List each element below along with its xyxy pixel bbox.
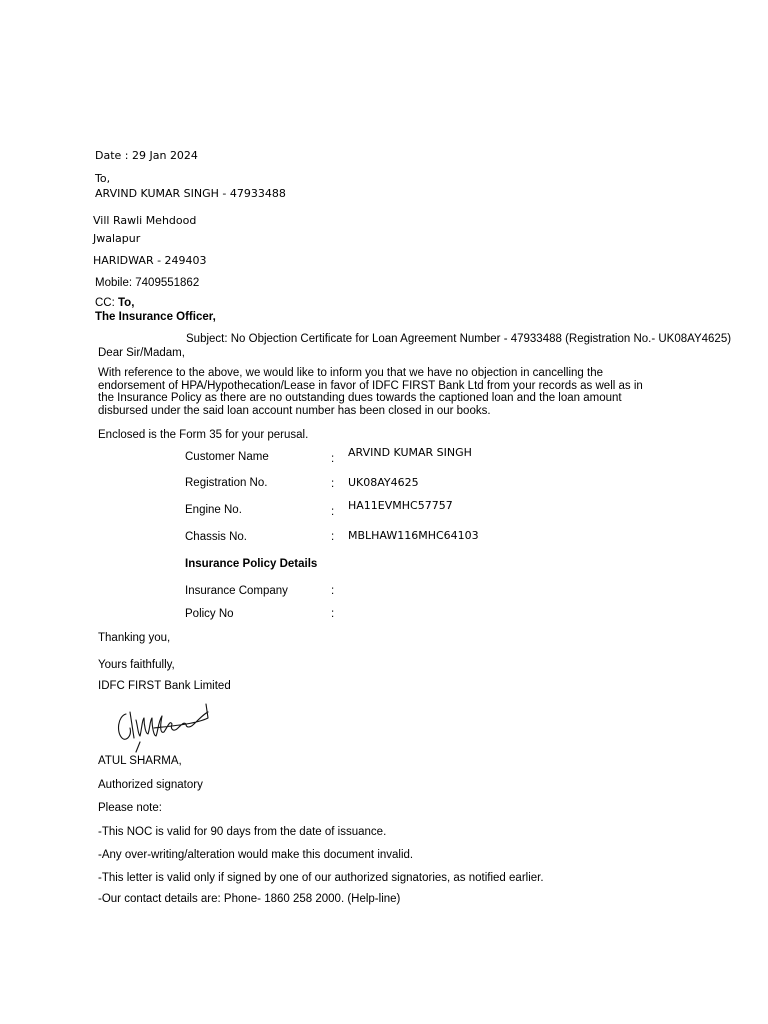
colon: :	[331, 585, 335, 597]
subject-line: Subject: No Objection Certificate for Loan Agreement Number - 47933488 (Registration No.- UK08AY4625)	[186, 333, 732, 345]
chassis-label: Chassis No.	[185, 531, 247, 543]
cc-to: To,	[118, 297, 135, 309]
body-paragraph	[98, 367, 668, 417]
body-line: the Insurance Policy as there are no outstanding dues towards the captioned loan and the loan amount	[98, 392, 622, 405]
registration-label: Registration No.	[185, 477, 268, 489]
colon: :	[331, 531, 335, 543]
cc-officer: The Insurance Officer,	[95, 311, 216, 323]
signature-image	[112, 698, 212, 754]
thanking-line: Thanking you,	[98, 632, 171, 644]
colon: :	[331, 608, 335, 620]
colon: :	[331, 506, 335, 518]
yours-faithfully: Yours faithfully,	[98, 659, 175, 671]
bank-name: IDFC FIRST Bank Limited	[98, 680, 231, 692]
note-item: -Our contact details are: Phone- 1860 258 2000. (Help-line)	[98, 893, 401, 905]
enclosed-line: Enclosed is the Form 35 for your perusal.	[98, 429, 309, 441]
note-item: -This letter is valid only if signed by one of our authorized signatories, as notified earlier.	[98, 872, 544, 884]
customer-name-label: Customer Name	[185, 451, 269, 463]
note-item: -Any over-writing/alteration would make this document invalid.	[98, 849, 414, 861]
customer-name-value: ARVIND KUMAR SINGH	[348, 446, 472, 459]
body-line: With reference to the above, we would like to inform you that we have no objection in cancelling the	[98, 367, 604, 379]
body-line: endorsement of HPA/Hypothecation/Lease in favor of IDFC FIRST Bank Ltd from your records as well as in	[98, 379, 643, 392]
to-label: To,	[95, 172, 111, 185]
addressee-name: ARVIND KUMAR SINGH - 47933488	[95, 187, 286, 200]
chassis-value: MBLHAW116MHC64103	[348, 529, 479, 542]
address-city: HARIDWAR - 249403	[93, 254, 207, 267]
notes-heading: Please note:	[98, 802, 162, 814]
body-line: disbursed under the said loan account number has been closed in our books.	[98, 404, 491, 417]
signatory-name: ATUL SHARMA,	[98, 755, 182, 767]
address-line-2: Jwalapur	[93, 232, 141, 245]
date-line: Date : 29 Jan 2024	[95, 149, 198, 162]
address-line-1: Vill Rawli Mehdood	[93, 214, 197, 227]
insurance-company-label: Insurance Company	[185, 585, 288, 597]
cc-line	[95, 297, 134, 310]
mobile-line: Mobile: 7409551862	[95, 277, 200, 289]
engine-value: HA11EVMHC57757	[348, 499, 453, 512]
note-item: -This NOC is valid for 90 days from the date of issuance.	[98, 826, 387, 838]
colon: :	[331, 453, 335, 465]
cc-label: CC:	[95, 297, 115, 309]
policy-details-heading: Insurance Policy Details	[185, 558, 318, 570]
salutation: Dear Sir/Madam,	[98, 347, 185, 359]
policy-no-label: Policy No	[185, 608, 234, 620]
registration-value: UK08AY4625	[348, 476, 419, 489]
signatory-title: Authorized signatory	[98, 779, 203, 791]
engine-label: Engine No.	[185, 504, 242, 516]
colon: :	[331, 478, 335, 490]
